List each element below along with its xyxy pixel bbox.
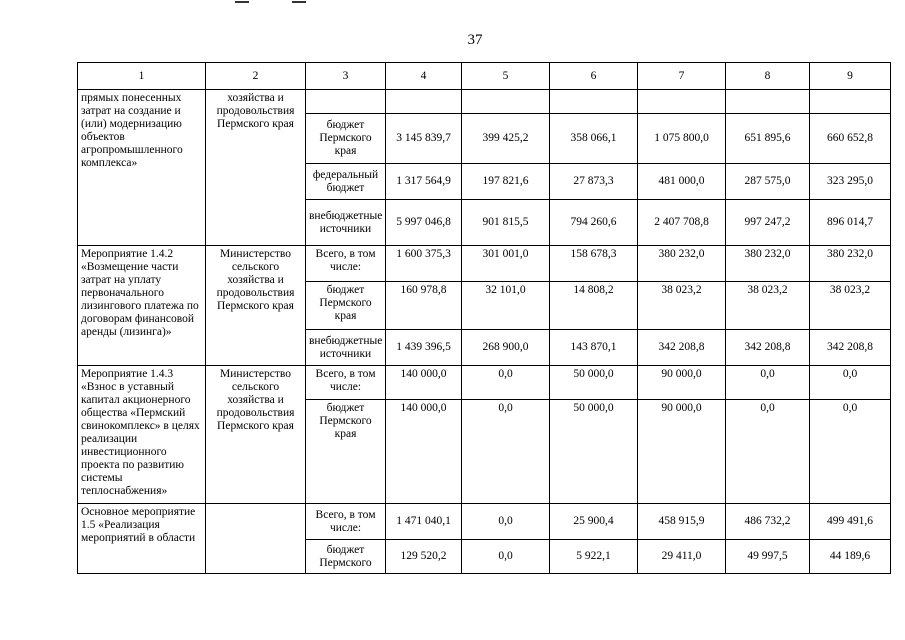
value-cell: 0,0: [810, 400, 891, 504]
value-cell: 0,0: [462, 504, 550, 540]
value-cell: 342 208,8: [810, 330, 891, 366]
executor-cell: Министерство сельского хозяйства и продовольствия Пермского края: [206, 246, 306, 366]
value-cell: 14 808,2: [550, 282, 638, 330]
value-cell: 49 997,5: [726, 540, 810, 574]
column-number-row: [78, 63, 891, 90]
value-cell: 3 145 839,7: [386, 114, 462, 164]
value-cell: 0,0: [810, 366, 891, 400]
value-cell: 143 870,1: [550, 330, 638, 366]
column-header: 1: [78, 63, 206, 90]
table-row: [78, 366, 891, 400]
value-cell: 32 101,0: [462, 282, 550, 330]
executor-cell: Министерство сельского хозяйства и продовольствия Пермского края: [206, 366, 306, 504]
value-cell: 44 189,6: [810, 540, 891, 574]
source-cell: внебюджетные источники: [306, 200, 386, 246]
value-cell: [726, 90, 810, 114]
source-cell: бюджет Пермского края: [306, 400, 386, 504]
column-header: 4: [386, 63, 462, 90]
value-cell: 486 732,2: [726, 504, 810, 540]
source-cell: [306, 90, 386, 114]
value-cell: 5 997 046,8: [386, 200, 462, 246]
source-cell: федеральный бюджет: [306, 164, 386, 200]
value-cell: 499 491,6: [810, 504, 891, 540]
value-cell: 287 575,0: [726, 164, 810, 200]
value-cell: 301 001,0: [462, 246, 550, 282]
value-cell: 380 232,0: [726, 246, 810, 282]
value-cell: 1 471 040,1: [386, 504, 462, 540]
value-cell: 160 978,8: [386, 282, 462, 330]
value-cell: 90 000,0: [638, 400, 726, 504]
value-cell: 0,0: [462, 400, 550, 504]
source-cell: внебюджетные источники: [306, 330, 386, 366]
source-cell: бюджет Пермского: [306, 540, 386, 574]
value-cell: [462, 90, 550, 114]
value-cell: 0,0: [462, 366, 550, 400]
budget-table: [77, 62, 891, 574]
executor-cell: хозяйства и продовольствия Пермского края: [206, 90, 306, 246]
page-number: 37: [467, 32, 483, 48]
value-cell: 380 232,0: [638, 246, 726, 282]
value-cell: 25 900,4: [550, 504, 638, 540]
value-cell: 50 000,0: [550, 400, 638, 504]
value-cell: 901 815,5: [462, 200, 550, 246]
table-row: [78, 504, 891, 540]
source-cell: Всего, в том числе:: [306, 366, 386, 400]
value-cell: 458 915,9: [638, 504, 726, 540]
column-header: 2: [206, 63, 306, 90]
value-cell: 140 000,0: [386, 366, 462, 400]
value-cell: 38 023,2: [726, 282, 810, 330]
value-cell: 5 922,1: [550, 540, 638, 574]
value-cell: 140 000,0: [386, 400, 462, 504]
activity-cell: прямых понесенных затрат на создание и (или) модернизацию объектов агропромышленного комплекса»: [78, 90, 206, 246]
source-cell: бюджет Пермского края: [306, 282, 386, 330]
activity-cell: Мероприятие 1.4.3 «Взнос в уставный капитал акционерного общества «Пермский свинокомплекс» в целях реализации инвестиционного проекта по развитию системы теплоснабжения»: [78, 366, 206, 504]
value-cell: 1 075 800,0: [638, 114, 726, 164]
value-cell: [386, 90, 462, 114]
value-cell: 651 895,6: [726, 114, 810, 164]
value-cell: [810, 90, 891, 114]
column-header: 5: [462, 63, 550, 90]
column-header: 9: [810, 63, 891, 90]
value-cell: 481 000,0: [638, 164, 726, 200]
value-cell: 0,0: [726, 400, 810, 504]
value-cell: 997 247,2: [726, 200, 810, 246]
value-cell: [638, 90, 726, 114]
source-cell: Всего, в том числе:: [306, 246, 386, 282]
column-header: 6: [550, 63, 638, 90]
value-cell: 90 000,0: [638, 366, 726, 400]
table-row: [78, 90, 891, 114]
value-cell: 1 439 396,5: [386, 330, 462, 366]
table-row: [78, 246, 891, 282]
activity-cell: Мероприятие 1.4.2 «Возмещение части затрат на уплату первоначального лизингового платежа по договорам финансовой аренды (лизинга)»: [78, 246, 206, 366]
value-cell: 1 317 564,9: [386, 164, 462, 200]
value-cell: 197 821,6: [462, 164, 550, 200]
value-cell: 27 873,3: [550, 164, 638, 200]
value-cell: 0,0: [462, 540, 550, 574]
value-cell: 1 600 375,3: [386, 246, 462, 282]
value-cell: 0,0: [726, 366, 810, 400]
column-header: 8: [726, 63, 810, 90]
source-cell: бюджет Пермского края: [306, 114, 386, 164]
value-cell: 794 260,6: [550, 200, 638, 246]
value-cell: 660 652,8: [810, 114, 891, 164]
value-cell: 38 023,2: [810, 282, 891, 330]
value-cell: 358 066,1: [550, 114, 638, 164]
value-cell: [550, 90, 638, 114]
value-cell: 2 407 708,8: [638, 200, 726, 246]
value-cell: 268 900,0: [462, 330, 550, 366]
activity-cell: Основное мероприятие 1.5 «Реализация мероприятий в области: [78, 504, 206, 574]
value-cell: 158 678,3: [550, 246, 638, 282]
value-cell: 399 425,2: [462, 114, 550, 164]
value-cell: 50 000,0: [550, 366, 638, 400]
column-header: 7: [638, 63, 726, 90]
value-cell: 342 208,8: [726, 330, 810, 366]
value-cell: 896 014,7: [810, 200, 891, 246]
value-cell: 29 411,0: [638, 540, 726, 574]
value-cell: 380 232,0: [810, 246, 891, 282]
column-header: 3: [306, 63, 386, 90]
value-cell: 342 208,8: [638, 330, 726, 366]
value-cell: 323 295,0: [810, 164, 891, 200]
source-cell: Всего, в том числе:: [306, 504, 386, 540]
value-cell: 129 520,2: [386, 540, 462, 574]
value-cell: 38 023,2: [638, 282, 726, 330]
executor-cell: [206, 504, 306, 574]
